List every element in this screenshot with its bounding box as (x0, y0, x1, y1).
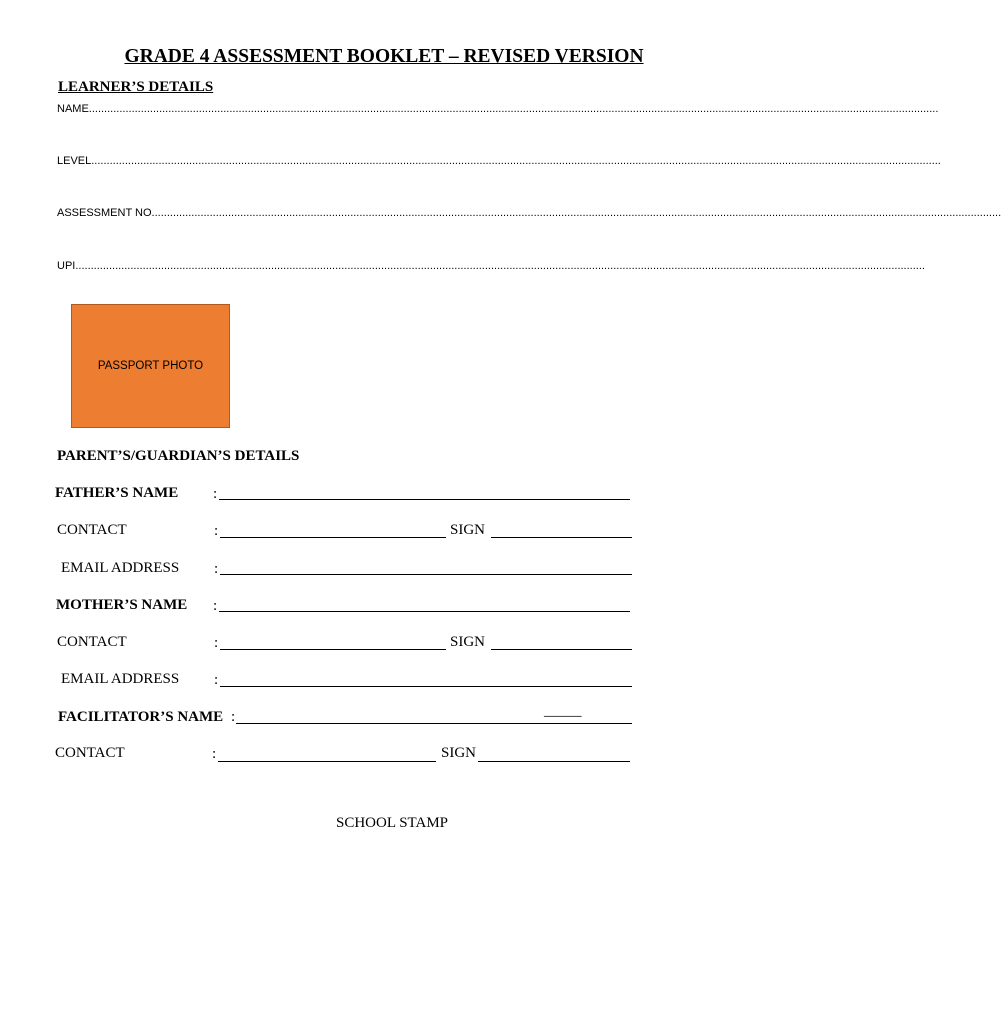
facilitator-short-dash: _____ (544, 703, 582, 719)
learner-name-dots: ...................................................................................................................................................................................................................................................................................... (88, 103, 939, 115)
learner-level-field[interactable] (57, 155, 941, 167)
learner-details-heading: LEARNER’S DETAILS (58, 79, 214, 95)
father-contact-line[interactable] (220, 537, 446, 538)
learner-upi-field[interactable] (57, 260, 925, 272)
father-contact-label: CONTACT (57, 522, 127, 538)
father-name-line[interactable] (219, 499, 630, 500)
mother-contact-line[interactable] (220, 649, 446, 650)
father-contact-colon: : (214, 523, 219, 539)
father-sign-label: SIGN (450, 522, 486, 538)
facilitator-name-label: FACILITATOR’S NAME (58, 709, 224, 725)
facilitator-name-line[interactable] (236, 723, 632, 724)
father-name-label: FATHER’S NAME (55, 485, 179, 501)
facilitator-contact-label: CONTACT (55, 745, 125, 761)
mother-email-line[interactable] (220, 686, 632, 687)
father-email-colon: : (214, 561, 219, 577)
learner-level-label: LEVEL (57, 155, 92, 167)
mother-sign-line[interactable] (491, 649, 632, 650)
mother-contact-colon: : (214, 635, 219, 651)
learner-upi-label: UPI (57, 260, 76, 272)
learner-assessment-no-field[interactable] (57, 207, 1001, 219)
mother-name-colon: : (213, 598, 218, 614)
facilitator-contact-colon: : (212, 746, 217, 762)
page-title: GRADE 4 ASSESSMENT BOOKLET – REVISED VERSION (124, 46, 644, 67)
facilitator-sign-label: SIGN (441, 745, 477, 761)
mother-email-colon: : (214, 672, 219, 688)
mother-email-label: EMAIL ADDRESS (61, 671, 180, 687)
mother-contact-label: CONTACT (57, 634, 127, 650)
school-stamp-label: SCHOOL STAMP (336, 815, 449, 831)
passport-photo-label: PASSPORT PHOTO (97, 360, 204, 372)
parent-details-heading: PARENT’S/GUARDIAN’S DETAILS (57, 448, 300, 464)
mother-name-line[interactable] (219, 611, 630, 612)
learner-level-dots: ...................................................................................................................................................................................................................................................................................... (91, 155, 941, 167)
mother-name-label: MOTHER’S NAME (56, 597, 188, 613)
facilitator-contact-line[interactable] (218, 761, 436, 762)
facilitator-sign-line[interactable] (478, 761, 630, 762)
mother-sign-label: SIGN (450, 634, 486, 650)
learner-name-field[interactable] (57, 103, 939, 115)
learner-assessment-no-label: ASSESSMENT NO (57, 207, 152, 219)
learner-name-label: NAME (57, 103, 89, 115)
facilitator-name-colon: : (231, 709, 236, 725)
father-name-colon: : (213, 486, 218, 502)
learner-upi-dots: ...................................................................................................................................................................................................................................................................................... (75, 260, 925, 272)
father-sign-line[interactable] (491, 537, 632, 538)
father-email-line[interactable] (220, 574, 632, 575)
passport-photo-box (71, 304, 230, 428)
father-email-label: EMAIL ADDRESS (61, 560, 180, 576)
learner-assessment-no-dots: ...................................................................................................................................................................................................................................................................................... (151, 207, 1001, 219)
